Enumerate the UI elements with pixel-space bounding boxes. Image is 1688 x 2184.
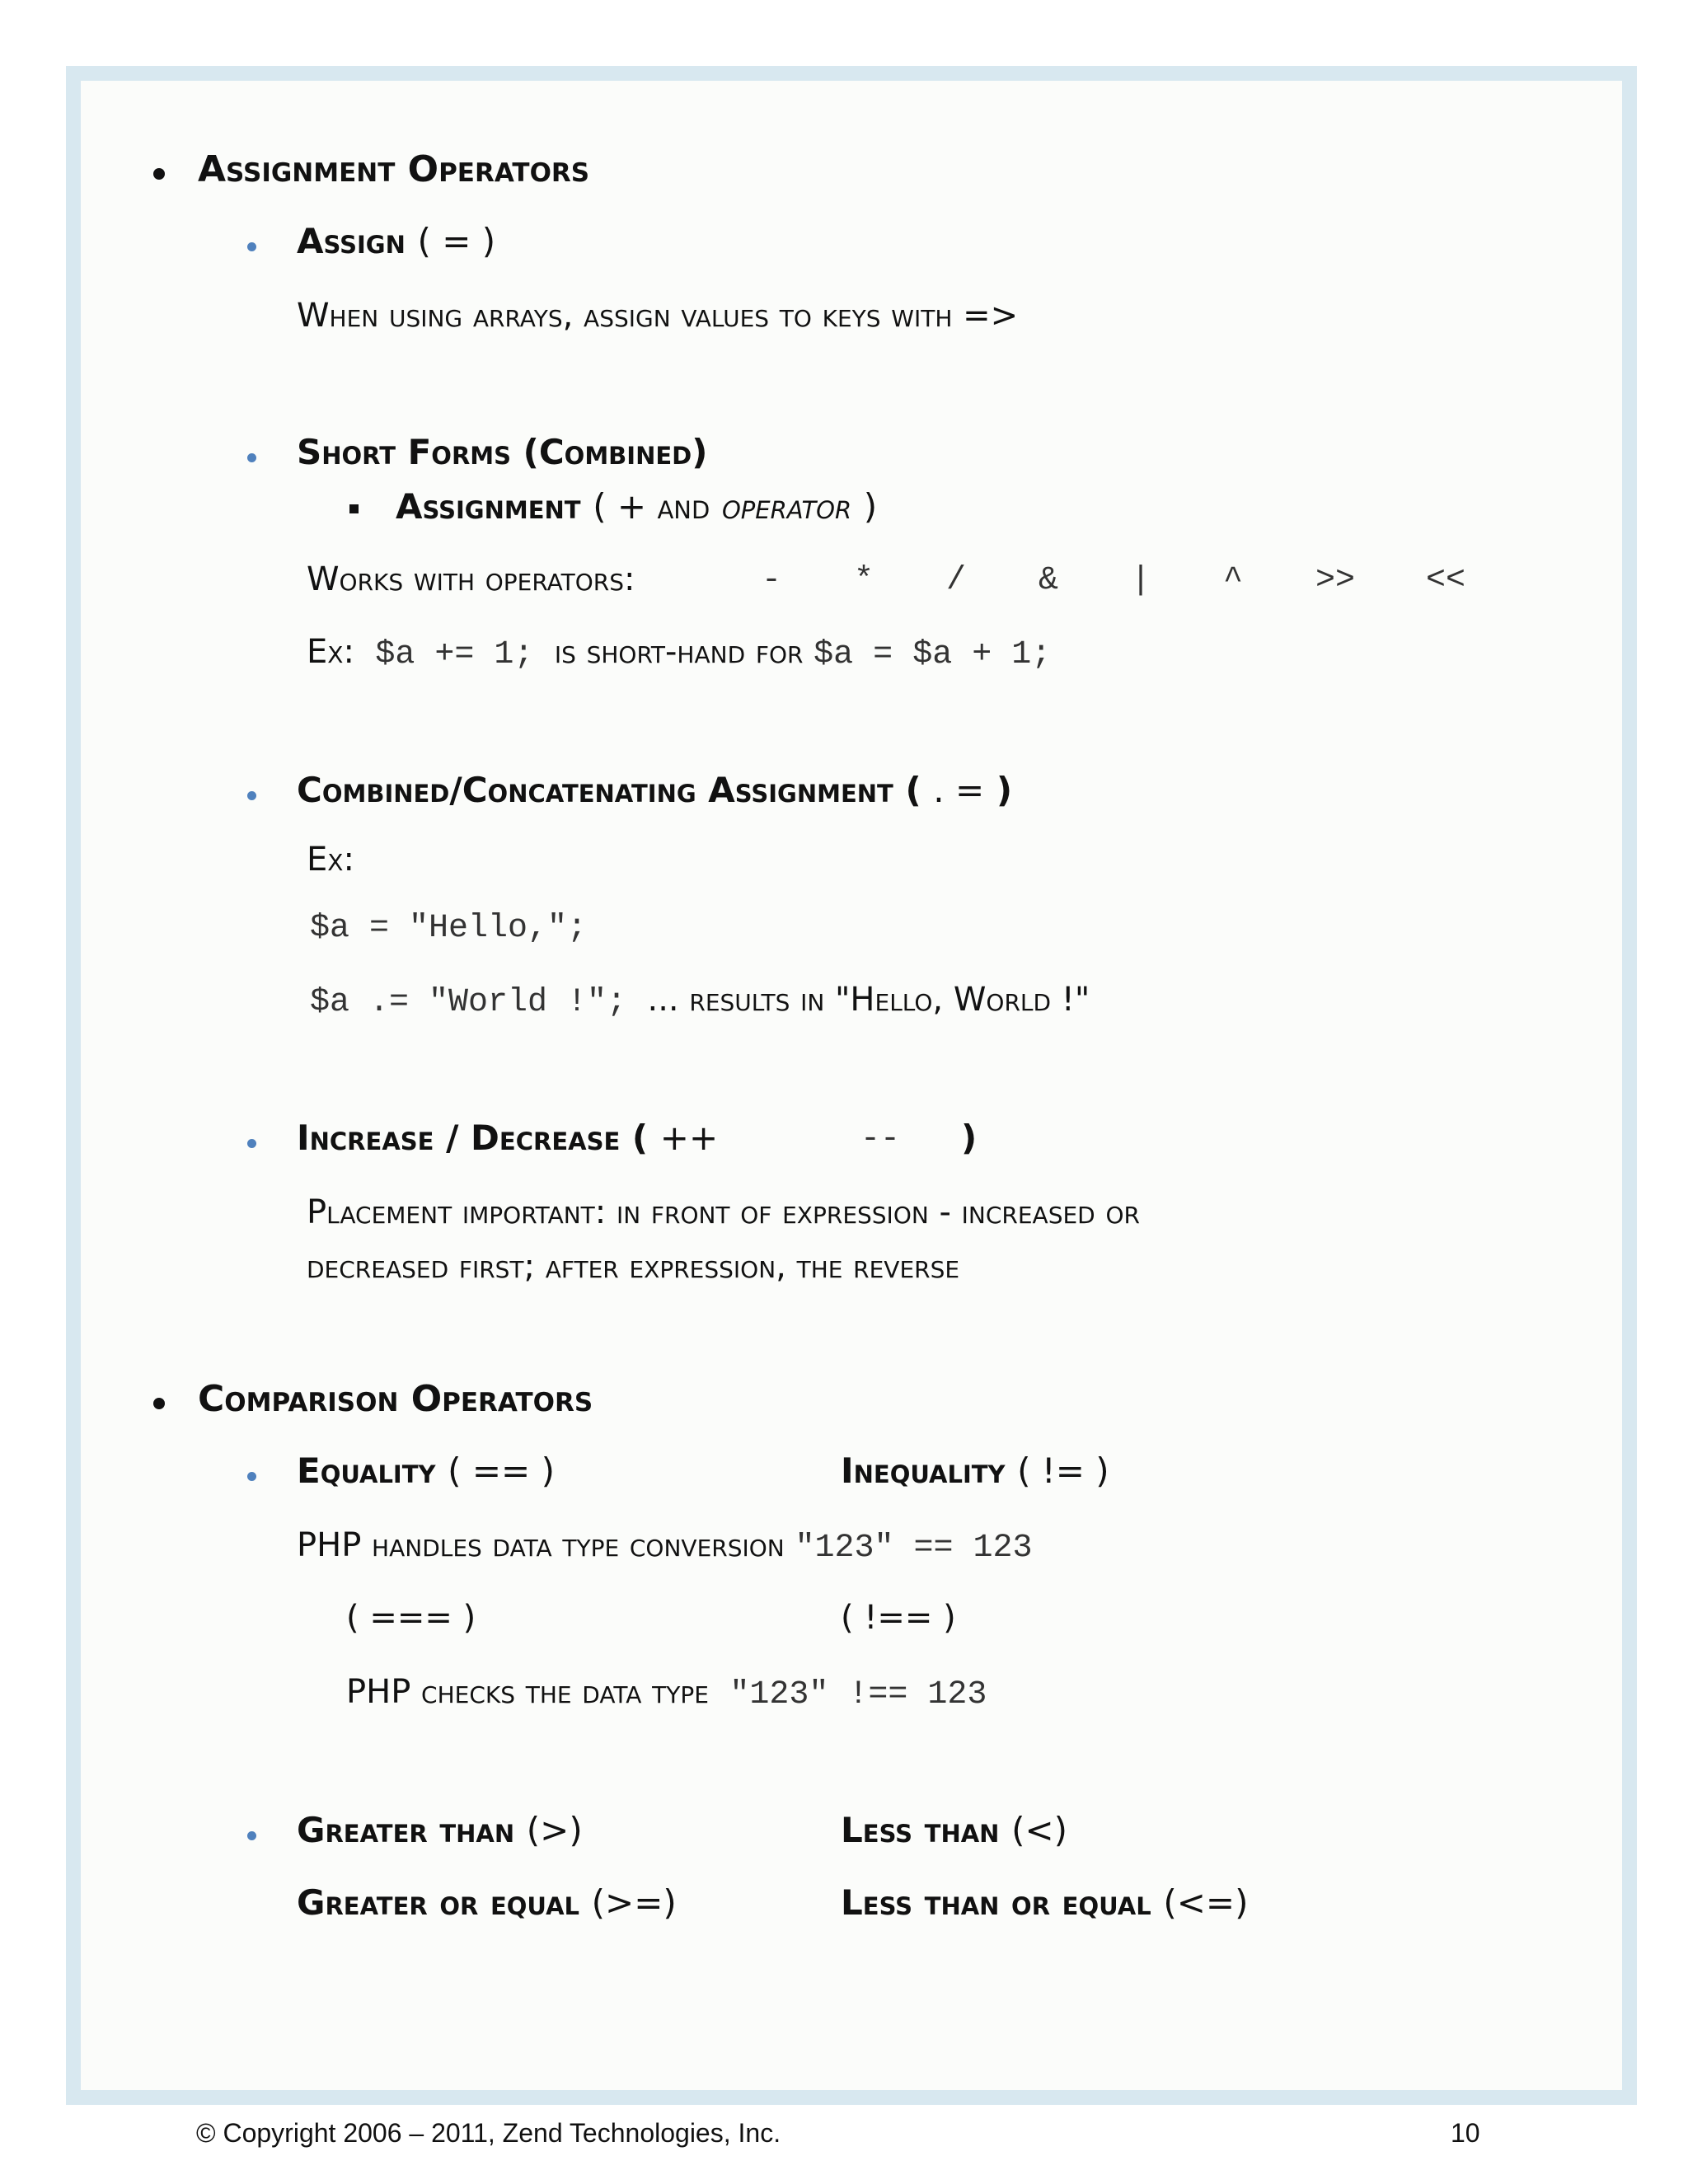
square-bullet bbox=[349, 504, 359, 513]
equality-item bbox=[297, 1451, 555, 1491]
greater-equal-symbol: (>=) bbox=[591, 1882, 677, 1923]
incdec-note1: Placement important: in front of expression - increased or bbox=[307, 1193, 1140, 1231]
ex-code1: $a += 1; bbox=[375, 636, 534, 673]
bullet bbox=[247, 453, 256, 462]
works-label: Works with operators: bbox=[307, 560, 635, 598]
bullet bbox=[247, 242, 256, 251]
concat-open: ( bbox=[905, 770, 921, 810]
incdec-open: ( bbox=[631, 1118, 649, 1158]
incdec-note2: decreased first; after expression, the reverse bbox=[307, 1248, 960, 1286]
greater-title: Greater than bbox=[297, 1810, 515, 1850]
less-equal-title: Less than or equal bbox=[841, 1882, 1151, 1923]
incdec-heading bbox=[297, 1118, 718, 1158]
inequality-symbol: ( != ) bbox=[1017, 1451, 1109, 1491]
bullet bbox=[247, 1831, 256, 1840]
op-multiply: * bbox=[854, 562, 874, 599]
equality-symbol: ( == ) bbox=[448, 1451, 555, 1491]
concat-title: Combined/Concatenating Assignment bbox=[297, 770, 893, 810]
short-forms-sub bbox=[396, 486, 877, 527]
less-symbol: (<) bbox=[1011, 1810, 1068, 1850]
conversion-code: "123" == 123 bbox=[795, 1530, 1033, 1567]
incdec-inc: ++ bbox=[659, 1118, 719, 1158]
concat-line1: $a = "Hello,"; bbox=[310, 910, 588, 947]
concat-result: ... results in "Hello, World !" bbox=[647, 981, 1090, 1019]
conversion-text: PHP handles data type conversion bbox=[297, 1526, 785, 1564]
concat-symbol: . = bbox=[933, 770, 985, 810]
op-minus: - bbox=[762, 562, 782, 599]
bullet bbox=[247, 1472, 256, 1481]
not-identical-symbol: ( !== ) bbox=[841, 1599, 956, 1637]
less-item bbox=[841, 1810, 1067, 1850]
assign-title: Assign bbox=[297, 221, 406, 261]
bullet bbox=[153, 168, 165, 180]
ex-label: Ex: bbox=[307, 633, 354, 671]
sub-open: ( + and bbox=[593, 486, 710, 527]
op-shift-left: << bbox=[1426, 562, 1466, 599]
incdec-dec: -- bbox=[860, 1121, 901, 1158]
identical-symbol: ( === ) bbox=[346, 1599, 476, 1637]
bullet bbox=[153, 1398, 165, 1409]
footer-page-number: 10 bbox=[1451, 2118, 1480, 2148]
section-heading-comparison: Comparison Operators bbox=[198, 1378, 593, 1420]
conversion-row bbox=[297, 1526, 1033, 1567]
page-panel bbox=[81, 81, 1622, 2090]
less-equal-symbol: (<=) bbox=[1163, 1882, 1249, 1923]
concat-ex-label: Ex: bbox=[307, 841, 354, 879]
greater-symbol: (>) bbox=[526, 1810, 583, 1850]
concat-line2-row bbox=[310, 981, 1090, 1021]
incdec-title: Increase / Decrease bbox=[297, 1118, 621, 1158]
op-divide: / bbox=[946, 562, 967, 599]
op-xor: ^ bbox=[1223, 562, 1244, 599]
footer-copyright: © Copyright 2006 – 2011, Zend Technologies, Inc. bbox=[196, 2118, 781, 2148]
section-heading-assignment: Assignment Operators bbox=[198, 148, 590, 190]
greater-item bbox=[297, 1810, 583, 1850]
less-equal-item bbox=[841, 1882, 1248, 1923]
greater-equal-title: Greater or equal bbox=[297, 1882, 579, 1923]
op-shift-right: >> bbox=[1315, 562, 1356, 599]
inequality-item bbox=[841, 1451, 1109, 1491]
sub-close: ) bbox=[863, 486, 878, 527]
checks-text: PHP checks the data type bbox=[346, 1673, 709, 1711]
ex-line bbox=[307, 633, 1051, 673]
assign-item bbox=[297, 221, 495, 261]
short-forms-title: Short Forms (Combined) bbox=[297, 432, 708, 472]
less-title: Less than bbox=[841, 1810, 1000, 1850]
assign-symbol: ( = ) bbox=[417, 221, 496, 261]
ex-code2: $a = $a + 1; bbox=[814, 636, 1052, 673]
bullet bbox=[247, 1139, 256, 1148]
ex-mid: is short-hand for bbox=[554, 633, 804, 671]
concat-line2: $a .= "World !"; bbox=[310, 984, 627, 1021]
inequality-title: Inequality bbox=[841, 1451, 1006, 1491]
op-and: & bbox=[1039, 562, 1059, 599]
greater-equal-item bbox=[297, 1882, 677, 1923]
sub-operator: operator bbox=[721, 486, 852, 527]
checks-row bbox=[346, 1673, 987, 1713]
concat-heading bbox=[297, 770, 1012, 810]
concat-close: ) bbox=[996, 770, 1013, 810]
sub-title: Assignment bbox=[396, 486, 581, 527]
equality-title: Equality bbox=[297, 1451, 436, 1491]
bullet bbox=[247, 791, 256, 800]
assign-note: When using arrays, assign values to keys with => bbox=[297, 297, 1019, 335]
incdec-close: ) bbox=[961, 1118, 978, 1158]
checks-code: "123" !== 123 bbox=[729, 1676, 987, 1713]
op-or: | bbox=[1131, 562, 1151, 599]
